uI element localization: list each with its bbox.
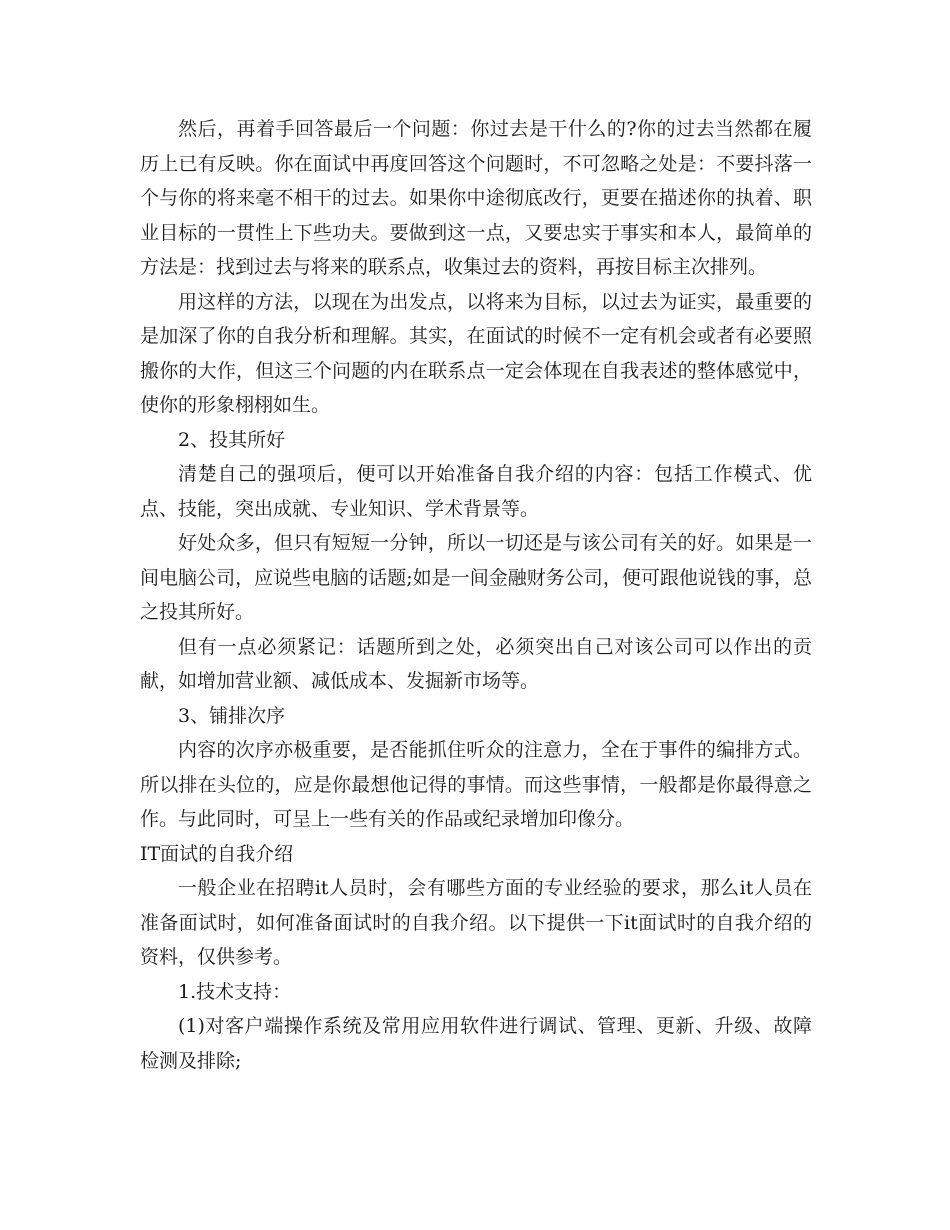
section-heading-order: 3、铺排次序 (178, 704, 286, 727)
list-item-client-os: (1)对客户端操作系统及常用应用软件进行调试、管理、更新、升级、故障检测及排除; (140, 1015, 812, 1072)
paragraph-contribution: 但有一点必须紧记：话题所到之处，必须突出自己对该公司可以作出的贡献，如增加营业额、减低成本、发掘新市场等。 (140, 635, 812, 692)
page-title-it-interview: IT面试的自我介绍 (140, 842, 294, 865)
list-heading-tech-support: 1.技术支持： (178, 980, 292, 1003)
section-heading-cater: 2、投其所好 (178, 428, 286, 451)
paragraph-order: 内容的次序亦极重要，是否能抓住听众的注意力，全在于事件的编排方式。所以排在头位的，应是你最想他记得的事情。而这些事情，一般都是你最得意之作。与此同时，可呈上一些有关的作品或纪录增加印像分。 (140, 739, 812, 830)
paragraph-method: 用这样的方法，以现在为出发点，以将来为目标，以过去为证实，最重要的是加深了你的自我分析和理解。其实，在面试的时候不一定有机会或者有必要照搬你的大作，但这三个问题的内在联系点一定会体现在自我表述的整体感觉中，使你的形象栩栩如生。 (140, 290, 812, 416)
document-page (140, 112, 812, 1078)
paragraph-answer-past: 然后，再着手回答最后一个问题：你过去是干什么的?你的过去当然都在履历上已有反映。你在面试中再度回答这个问题时，不可忽略之处是：不要抖落一个与你的将来毫不相干的过去。如果你中途彻底改行，更要在描述你的执着、职业目标的一贯性上下些功夫。要做到这一点，又要忠实于事实和本人，最简单的方法是：找到过去与将来的联系点，收集过去的资料，再按目标主次排列。 (140, 118, 812, 278)
paragraph-it-intro: 一般企业在招聘it人员时，会有哪些方面的专业经验的要求，那么it人员在准备面试时，如何准备面试时的自我介绍。以下提供一下it面试时的自我介绍的资料，仅供参考。 (140, 877, 812, 968)
paragraph-strengths: 清楚自己的强项后，便可以开始准备自我介绍的内容：包括工作模式、优点、技能，突出成就、专业知识、学术背景等。 (140, 463, 812, 520)
paragraph-one-minute: 好处众多，但只有短短一分钟，所以一切还是与该公司有关的好。如果是一间电脑公司，应说些电脑的话题;如是一间金融财务公司，便可跟他说钱的事，总之投其所好。 (140, 532, 812, 623)
